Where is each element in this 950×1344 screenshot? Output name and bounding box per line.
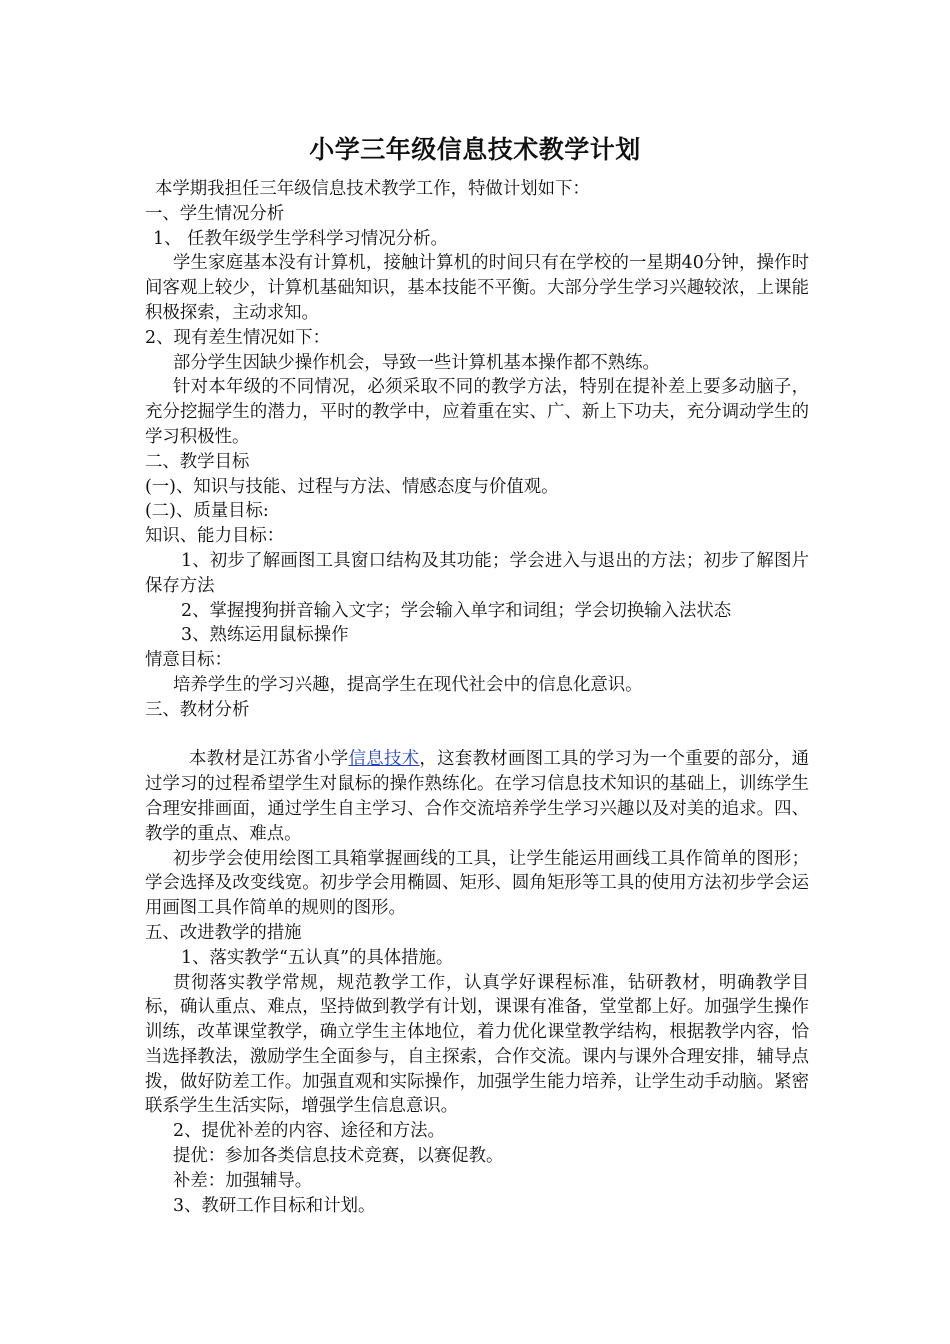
goal-item-knowledge-skills: (一)、知识与技能、过程与方法、情感态度与价值观。 (145, 476, 559, 497)
textbook-text-end: ，这套教材画图工具的学习为一个重要的部分，通过学习的过程希望学生对鼠标的操作熟练化。在学习信息技术知识的基础上，训练学生合理安排画面，通过学生自主学习、合作交流培养学生学习兴趣以及对美的追求。四、教学的重点、难点。 (145, 749, 809, 844)
subsection-heading-learning-analysis: 1、 任教年级学生学科学习情况分析。 (153, 228, 448, 249)
paragraph-learning-analysis: 学生家庭基本没有计算机，接触计算机的时间只有在学校的一星期40分钟，操作时间客观上较少，计算机基础知识，基本技能不平衡。大部分学生学习兴趣较浓，上课能积极探索，主动求知。 (145, 253, 809, 323)
section-heading-improvements: 五、改进教学的措施 (145, 922, 302, 943)
paragraph-five-seriousness: 贯彻落实教学常规，规范教学工作，认真学好课程标准，钻研教材，明确教学目标，确认重点、难点，坚持做到教学有计划，课课有准备，堂堂都上好。加强学生操作训练，改革课堂教学，确立学生主体地位，着力优化课堂教学结构，根据教学内容，恰当选择教法，激励学生全面参与，自主探索，合作交流。课内与课外合理安排，辅导点拨，做好防差工作。加强直观和实际操作，加强学生能力培养，让学生动手动脑。紧密联系学生生活实际，增强学生信息意识。 (145, 972, 809, 1117)
paragraph-textbook-analysis (145, 747, 809, 846)
remediation-support: 补差：加强辅导。 (173, 1170, 313, 1191)
blank-line (145, 723, 809, 748)
goal-knowledge-1: 1、初步了解画图工具窗口结构及其功能；学会进入与退出的方法；初步了解图片保存方法 (145, 550, 809, 596)
info-tech-link[interactable]: 信息技术 (348, 749, 420, 770)
section-heading-student-analysis: 一、学生情况分析 (145, 203, 285, 224)
goal-heading-emotion: 情意目标： (145, 650, 232, 671)
remediation-advanced: 提优：参加各类信息技术竞赛，以赛促教。 (173, 1146, 504, 1167)
intro-paragraph: 本学期我担任三年级信息技术教学工作，特做计划如下： (155, 179, 590, 199)
paragraph-key-points: 初步学会使用绘图工具箱掌握画线的工具，让学生能运用画线工具作简单的图形；学会选择及改变线宽。初步学会用椭圆、矩形、圆角矩形等工具的使用方法初步学会运用画图工具作简单的规则的图形。 (145, 848, 809, 919)
document-title: 小学三年级信息技术教学计划 (309, 135, 641, 164)
paragraph-weak-students-2: 针对本年级的不同情况，必须采取不同的教学方法，特别在提补差上要多动脑子，充分挖掘学生的潜力，平时的教学中，应着重在实、广、新上下功夫，充分调动学生的学习积极性。 (145, 377, 809, 447)
subsection-heading-weak-students: 2、现有差生情况如下： (145, 327, 330, 348)
goal-knowledge-3: 3、熟练运用鼠标操作 (181, 625, 349, 646)
section-heading-textbook-analysis: 三、教材分析 (145, 699, 250, 720)
goal-item-quality: (二)、质量目标: (145, 501, 269, 522)
section-heading-teaching-goals: 二、教学目标 (145, 451, 250, 472)
goal-emotion-1: 培养学生的学习兴趣，提高学生在现代社会中的信息化意识。 (173, 674, 643, 695)
textbook-text-start: 本教材是江苏省小学 (189, 749, 349, 770)
subsection-heading-remediation: 2、提优补差的内容、途径和方法。 (173, 1121, 445, 1142)
subsection-heading-five-seriousness: 1、落实教学“五认真”的具体措施。 (181, 947, 454, 968)
goal-heading-knowledge-ability: 知识、能力目标： (145, 526, 285, 547)
paragraph-weak-students-1: 部分学生因缺少操作机会，导致一些计算机基本操作都不熟练。 (173, 352, 660, 373)
goal-knowledge-2: 2、掌握搜狗拼音输入文字；学会输入单字和词组；学会切换输入法状态 (181, 600, 732, 621)
subsection-heading-research-plan: 3、教研工作目标和计划。 (173, 1195, 376, 1216)
document-body (145, 177, 809, 1218)
